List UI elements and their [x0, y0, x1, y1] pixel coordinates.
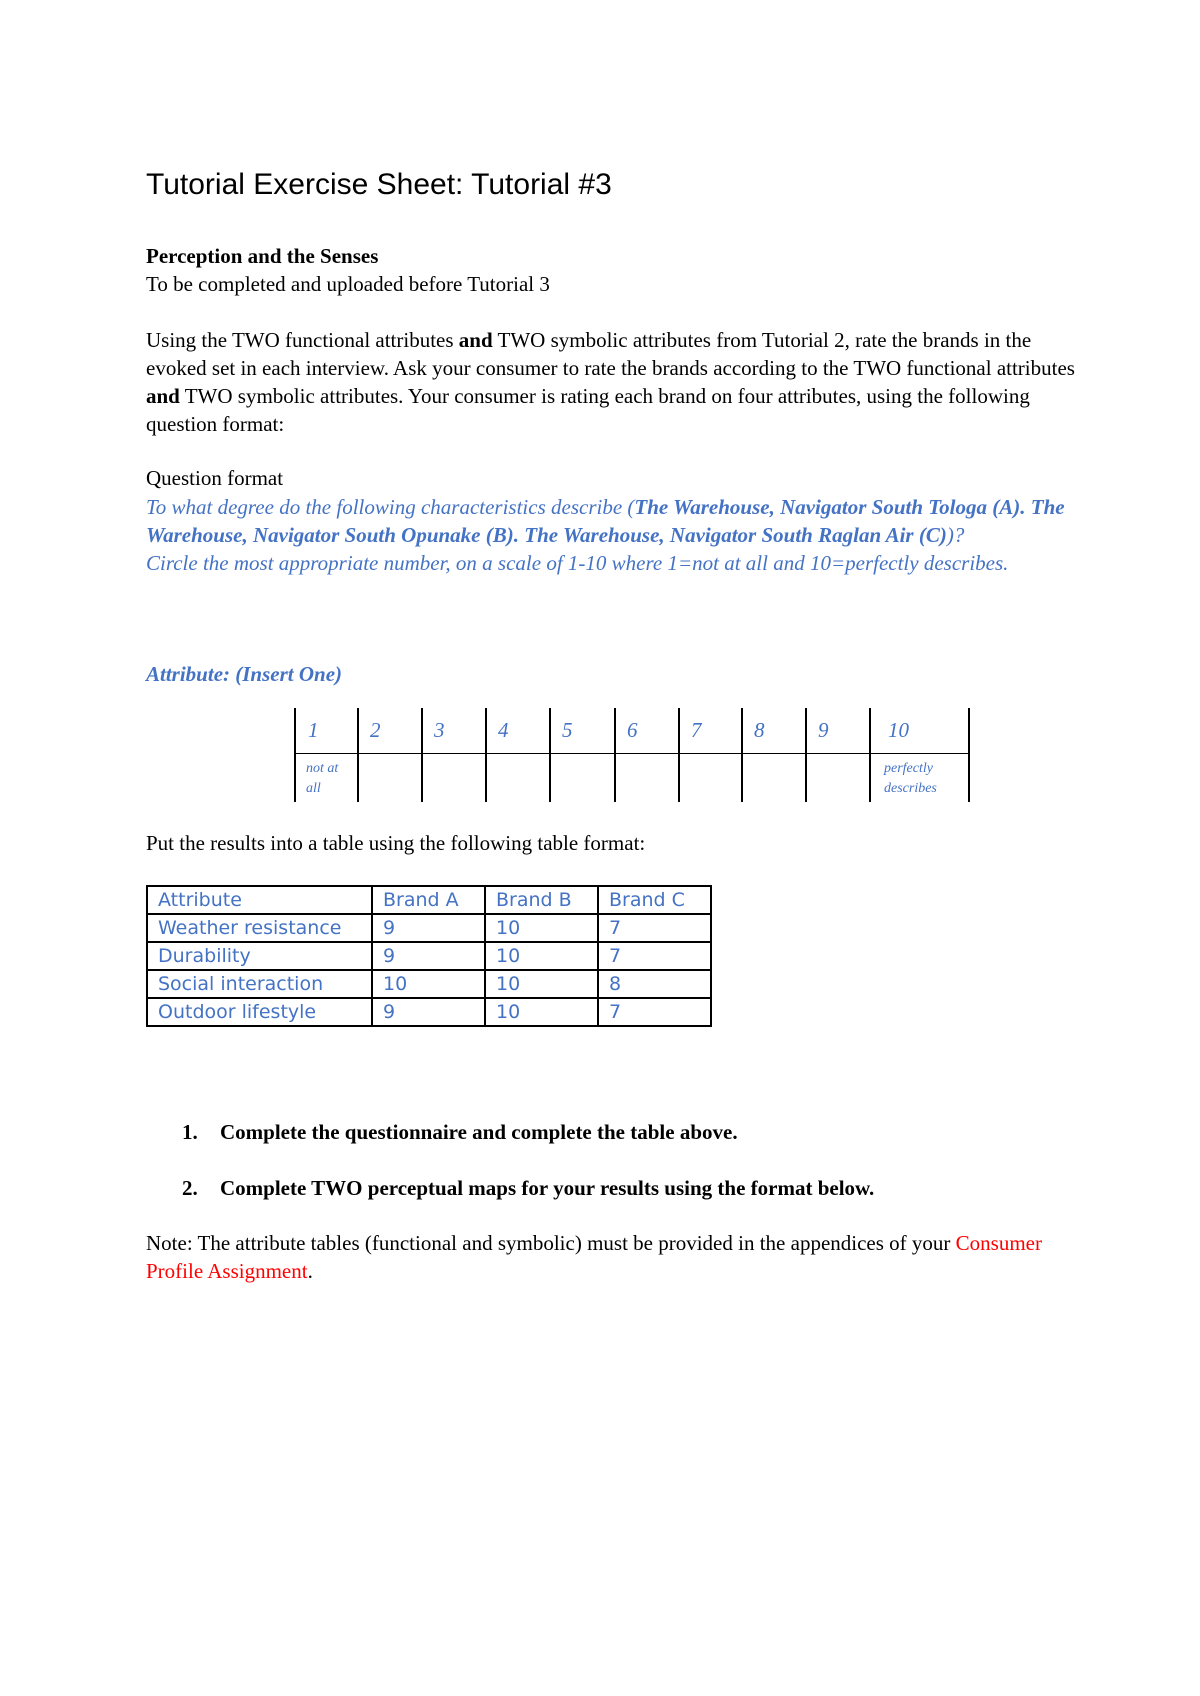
section-subline: To be completed and uploaded before Tutorial 3: [146, 272, 550, 296]
scale-high-anchor: perfectly: [884, 761, 933, 776]
table-cell: 9: [372, 998, 485, 1026]
scale-border: [294, 708, 296, 802]
table-cell: Social interaction: [147, 970, 372, 998]
scale-number[interactable]: 8: [754, 718, 765, 742]
scale-number[interactable]: 3: [434, 718, 445, 742]
page-title: Tutorial Exercise Sheet: Tutorial #3: [146, 168, 612, 201]
scale-border: [869, 708, 871, 802]
note-text: Note: The attribute tables (functional and symbolic) must be provided in the appendices of your: [146, 1231, 956, 1255]
table-cell: 7: [598, 942, 711, 970]
table-cell: Durability: [147, 942, 372, 970]
scale-number[interactable]: 6: [627, 718, 638, 742]
table-cell: Outdoor lifestyle: [147, 998, 372, 1026]
table-cell: 7: [598, 914, 711, 942]
task-item: [182, 1120, 738, 1145]
task-item: [182, 1176, 874, 1201]
scale-border: [357, 708, 359, 802]
results-table: [146, 885, 712, 1027]
rating-scale: [294, 708, 970, 802]
scale-number[interactable]: 2: [370, 718, 381, 742]
table-row: [147, 998, 711, 1026]
table-cell: Weather resistance: [147, 914, 372, 942]
scale-number[interactable]: 1: [308, 718, 319, 742]
note-end: .: [307, 1259, 313, 1283]
task-number: 2.: [182, 1176, 198, 1200]
intro-text-1: Using the TWO functional attributes: [146, 328, 459, 352]
scale-border: [485, 708, 487, 802]
scale-border: [421, 708, 423, 802]
table-cell: 10: [485, 942, 598, 970]
table-cell: 10: [485, 998, 598, 1026]
question-format-label: Question format: [146, 466, 284, 490]
intro-paragraph: [146, 326, 1086, 438]
table-row: [147, 942, 711, 970]
scale-low-anchor: all: [306, 781, 321, 796]
table-header-cell: Attribute: [147, 886, 372, 914]
section-heading: Perception and the Senses: [146, 244, 379, 268]
question-tail: )?: [946, 523, 965, 547]
question-lead: To what degree do the following characteristics describe (: [146, 495, 635, 519]
scale-number[interactable]: 4: [498, 718, 509, 742]
table-header-cell: Brand C: [598, 886, 711, 914]
table-cell: 10: [485, 914, 598, 942]
task-text: Complete TWO perceptual maps for your results using the format below.: [220, 1176, 875, 1200]
scale-high-anchor: describes: [884, 781, 937, 796]
scale-number[interactable]: 7: [691, 718, 702, 742]
scale-number[interactable]: 5: [562, 718, 573, 742]
scale-border: [614, 708, 616, 802]
table-row: [147, 970, 711, 998]
scale-number[interactable]: 10: [888, 718, 909, 742]
table-cell: 9: [372, 914, 485, 942]
table-intro: Put the results into a table using the following table format:: [146, 831, 646, 855]
attribute-label: Attribute: (Insert One): [146, 662, 343, 686]
scale-border: [968, 708, 970, 802]
intro-text-2: TWO symbolic attributes from Tutorial 2, rate the brands in the evoked set in each interview. Ask your consumer to rate the brands according to the TWO functional attributes: [146, 328, 1075, 380]
table-row: [147, 914, 711, 942]
intro-and-2: and: [146, 384, 180, 408]
scale-border: [678, 708, 680, 802]
scale-border: [741, 708, 743, 802]
assignment-link[interactable]: Consumer Profile Assignment: [146, 1231, 1042, 1283]
intro-and-1: and: [458, 328, 493, 352]
question-brands: The Warehouse, Navigator South Tologa (A). The Warehouse, Navigator South Opunake (B). The Warehouse, Navigator South Raglan Air (C): [146, 495, 1065, 547]
task-text: Complete the questionnaire and complete the table above.: [220, 1120, 738, 1144]
table-cell: 8: [598, 970, 711, 998]
table-header-cell: Brand B: [485, 886, 598, 914]
intro-text-3: TWO symbolic attributes. Your consumer is rating each brand on four attributes, using the following question format:: [146, 384, 1030, 436]
task-number: 1.: [182, 1120, 198, 1144]
table-cell: 9: [372, 942, 485, 970]
table-header-row: [147, 886, 711, 914]
scale-number[interactable]: 9: [818, 718, 829, 742]
table-header-cell: Brand A: [372, 886, 485, 914]
scale-border: [805, 708, 807, 802]
question-text: [146, 493, 1086, 577]
question-instruction: Circle the most appropriate number, on a scale of 1-10 where 1=not at all and 10=perfectly describes.: [146, 551, 1009, 575]
note-paragraph: [146, 1229, 1086, 1285]
scale-low-anchor: not at: [306, 761, 339, 776]
scale-border: [549, 708, 551, 802]
table-cell: 10: [485, 970, 598, 998]
table-cell: 10: [372, 970, 485, 998]
table-cell: 7: [598, 998, 711, 1026]
